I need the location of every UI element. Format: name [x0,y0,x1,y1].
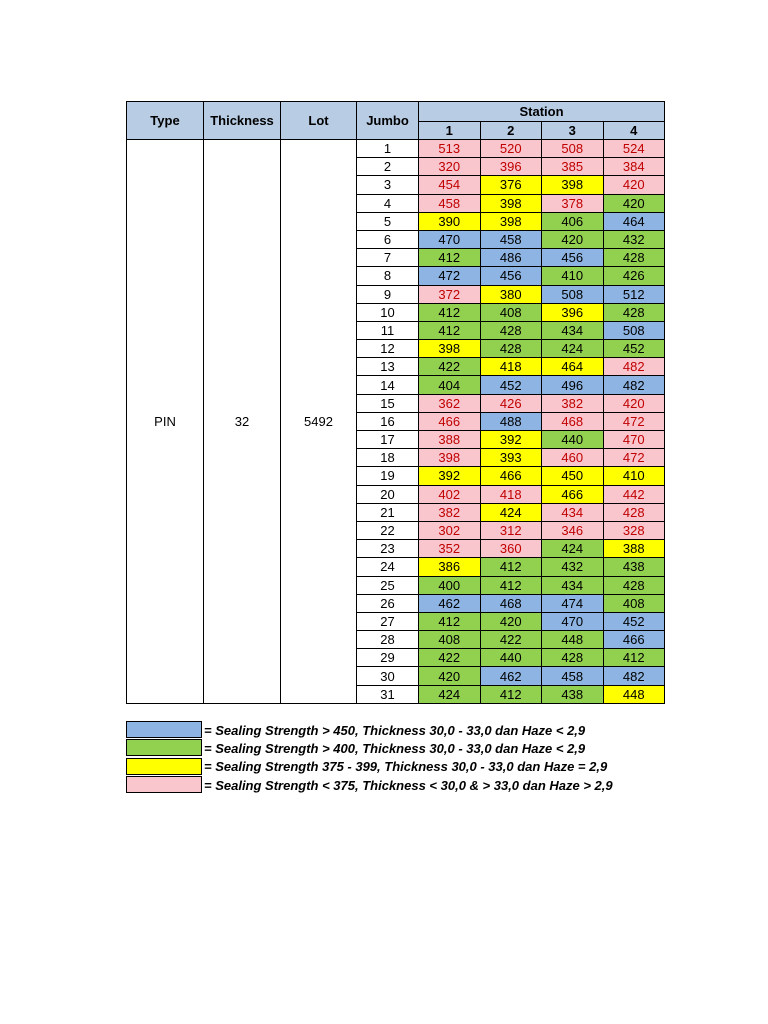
station-4-cell: 524 [603,140,665,158]
table-row [127,140,665,158]
station-4-cell: 508 [603,321,665,339]
jumbo-cell: 10 [357,303,419,321]
station-4-cell: 466 [603,631,665,649]
station-4-cell: 428 [603,249,665,267]
station-4-cell: 420 [603,176,665,194]
jumbo-cell: 6 [357,230,419,248]
legend-text: = Sealing Strength > 400, Thickness 30,0 - 33,0 dan Haze < 2,9 [204,740,586,756]
station-3-cell: 458 [542,667,604,685]
station-1-cell: 390 [419,212,481,230]
station-4-cell: 472 [603,449,665,467]
station-3-cell: 496 [542,376,604,394]
station-3-cell: 460 [542,449,604,467]
station-1-cell: 402 [419,485,481,503]
legend-item-pink [126,776,613,794]
legend-swatch-blue [126,721,202,738]
station-1-cell: 422 [419,358,481,376]
station-2-cell: 380 [480,285,542,303]
station-4-cell: 442 [603,485,665,503]
station-3-cell: 385 [542,158,604,176]
station-2-cell: 462 [480,667,542,685]
station-1-cell: 412 [419,612,481,630]
header-jumbo: Jumbo [357,102,419,140]
station-4-cell: 328 [603,521,665,539]
station-3-cell: 470 [542,612,604,630]
legend-item-blue [126,721,613,739]
station-4-cell: 512 [603,285,665,303]
station-1-cell: 408 [419,631,481,649]
station-4-cell: 482 [603,667,665,685]
station-2-cell: 392 [480,431,542,449]
jumbo-cell: 12 [357,340,419,358]
legend-text: = Sealing Strength > 450, Thickness 30,0 - 33,0 dan Haze < 2,9 [204,722,586,738]
station-1-cell: 472 [419,267,481,285]
station-4-cell: 438 [603,558,665,576]
jumbo-cell: 25 [357,576,419,594]
station-3-cell: 346 [542,521,604,539]
station-3-cell: 456 [542,249,604,267]
station-1-cell: 400 [419,576,481,594]
sealing-strength-table [126,101,665,704]
color-legend [126,721,613,794]
thickness-cell: 32 [204,140,281,704]
station-4-cell: 420 [603,394,665,412]
station-2-cell: 408 [480,303,542,321]
station-1-cell: 398 [419,449,481,467]
station-2-cell: 418 [480,485,542,503]
jumbo-cell: 18 [357,449,419,467]
station-2-cell: 412 [480,576,542,594]
station-4-cell: 482 [603,376,665,394]
header-station-2: 2 [480,122,542,140]
station-4-cell: 448 [603,685,665,703]
station-3-cell: 474 [542,594,604,612]
station-4-cell: 384 [603,158,665,176]
station-3-cell: 450 [542,467,604,485]
jumbo-cell: 2 [357,158,419,176]
station-4-cell: 470 [603,431,665,449]
station-1-cell: 362 [419,394,481,412]
legend-text: = Sealing Strength < 375, Thickness < 30,0 & > 33,0 dan Haze > 2,9 [204,777,613,793]
station-1-cell: 424 [419,685,481,703]
jumbo-cell: 8 [357,267,419,285]
legend-item-green [126,739,613,757]
station-2-cell: 440 [480,649,542,667]
jumbo-cell: 9 [357,285,419,303]
header-station-1: 1 [419,122,481,140]
station-3-cell: 396 [542,303,604,321]
jumbo-cell: 15 [357,394,419,412]
jumbo-cell: 4 [357,194,419,212]
station-3-cell: 378 [542,194,604,212]
header-station: Station [419,102,665,122]
station-1-cell: 513 [419,140,481,158]
jumbo-cell: 17 [357,431,419,449]
station-2-cell: 428 [480,340,542,358]
header-station-4: 4 [603,122,665,140]
station-1-cell: 422 [419,649,481,667]
lot-cell: 5492 [281,140,357,704]
station-3-cell: 410 [542,267,604,285]
legend-text: = Sealing Strength 375 - 399, Thickness 30,0 - 33,0 dan Haze = 2,9 [204,759,608,775]
station-2-cell: 424 [480,503,542,521]
legend-item-yellow [126,758,613,776]
jumbo-cell: 30 [357,667,419,685]
station-2-cell: 426 [480,394,542,412]
header-station-3: 3 [542,122,604,140]
station-1-cell: 388 [419,431,481,449]
station-2-cell: 376 [480,176,542,194]
station-1-cell: 386 [419,558,481,576]
station-2-cell: 393 [480,449,542,467]
jumbo-cell: 14 [357,376,419,394]
station-3-cell: 420 [542,230,604,248]
station-2-cell: 412 [480,685,542,703]
station-2-cell: 422 [480,631,542,649]
station-1-cell: 404 [419,376,481,394]
station-3-cell: 434 [542,321,604,339]
station-3-cell: 464 [542,358,604,376]
jumbo-cell: 19 [357,467,419,485]
station-2-cell: 360 [480,540,542,558]
station-2-cell: 466 [480,467,542,485]
header-lot: Lot [281,102,357,140]
jumbo-cell: 29 [357,649,419,667]
station-2-cell: 418 [480,358,542,376]
station-4-cell: 408 [603,594,665,612]
legend-swatch-yellow [126,758,202,775]
station-2-cell: 398 [480,194,542,212]
station-4-cell: 410 [603,467,665,485]
station-1-cell: 412 [419,321,481,339]
type-cell: PIN [127,140,204,704]
station-3-cell: 448 [542,631,604,649]
station-3-cell: 434 [542,576,604,594]
jumbo-cell: 31 [357,685,419,703]
station-4-cell: 432 [603,230,665,248]
station-1-cell: 412 [419,249,481,267]
station-2-cell: 428 [480,321,542,339]
jumbo-cell: 20 [357,485,419,503]
station-2-cell: 412 [480,558,542,576]
station-3-cell: 382 [542,394,604,412]
station-4-cell: 412 [603,649,665,667]
station-4-cell: 482 [603,358,665,376]
station-3-cell: 434 [542,503,604,521]
station-4-cell: 426 [603,267,665,285]
station-1-cell: 462 [419,594,481,612]
station-3-cell: 508 [542,140,604,158]
station-2-cell: 452 [480,376,542,394]
station-3-cell: 440 [542,431,604,449]
station-3-cell: 406 [542,212,604,230]
legend-swatch-pink [126,776,202,793]
station-3-cell: 466 [542,485,604,503]
station-1-cell: 458 [419,194,481,212]
station-4-cell: 388 [603,540,665,558]
station-3-cell: 468 [542,412,604,430]
station-2-cell: 312 [480,521,542,539]
station-1-cell: 398 [419,340,481,358]
station-3-cell: 428 [542,649,604,667]
station-1-cell: 382 [419,503,481,521]
jumbo-cell: 27 [357,612,419,630]
station-1-cell: 392 [419,467,481,485]
station-4-cell: 452 [603,612,665,630]
station-1-cell: 352 [419,540,481,558]
station-3-cell: 432 [542,558,604,576]
jumbo-cell: 28 [357,631,419,649]
station-2-cell: 398 [480,212,542,230]
station-1-cell: 412 [419,303,481,321]
jumbo-cell: 13 [357,358,419,376]
jumbo-cell: 26 [357,594,419,612]
station-4-cell: 428 [603,303,665,321]
station-4-cell: 428 [603,576,665,594]
station-2-cell: 456 [480,267,542,285]
station-3-cell: 438 [542,685,604,703]
station-4-cell: 452 [603,340,665,358]
legend-swatch-green [126,739,202,756]
station-2-cell: 458 [480,230,542,248]
station-2-cell: 420 [480,612,542,630]
station-3-cell: 398 [542,176,604,194]
jumbo-cell: 7 [357,249,419,267]
jumbo-cell: 24 [357,558,419,576]
jumbo-cell: 3 [357,176,419,194]
jumbo-cell: 22 [357,521,419,539]
header-thickness: Thickness [204,102,281,140]
station-4-cell: 472 [603,412,665,430]
station-2-cell: 486 [480,249,542,267]
station-4-cell: 428 [603,503,665,521]
jumbo-cell: 23 [357,540,419,558]
station-4-cell: 420 [603,194,665,212]
station-3-cell: 508 [542,285,604,303]
jumbo-cell: 16 [357,412,419,430]
station-4-cell: 464 [603,212,665,230]
station-3-cell: 424 [542,540,604,558]
jumbo-cell: 21 [357,503,419,521]
station-1-cell: 466 [419,412,481,430]
station-1-cell: 420 [419,667,481,685]
station-2-cell: 488 [480,412,542,430]
station-1-cell: 454 [419,176,481,194]
station-3-cell: 424 [542,340,604,358]
jumbo-cell: 1 [357,140,419,158]
jumbo-cell: 5 [357,212,419,230]
table-body [127,140,665,704]
jumbo-cell: 11 [357,321,419,339]
station-1-cell: 320 [419,158,481,176]
station-2-cell: 396 [480,158,542,176]
header-type: Type [127,102,204,140]
station-2-cell: 520 [480,140,542,158]
station-1-cell: 302 [419,521,481,539]
station-1-cell: 470 [419,230,481,248]
station-2-cell: 468 [480,594,542,612]
station-1-cell: 372 [419,285,481,303]
